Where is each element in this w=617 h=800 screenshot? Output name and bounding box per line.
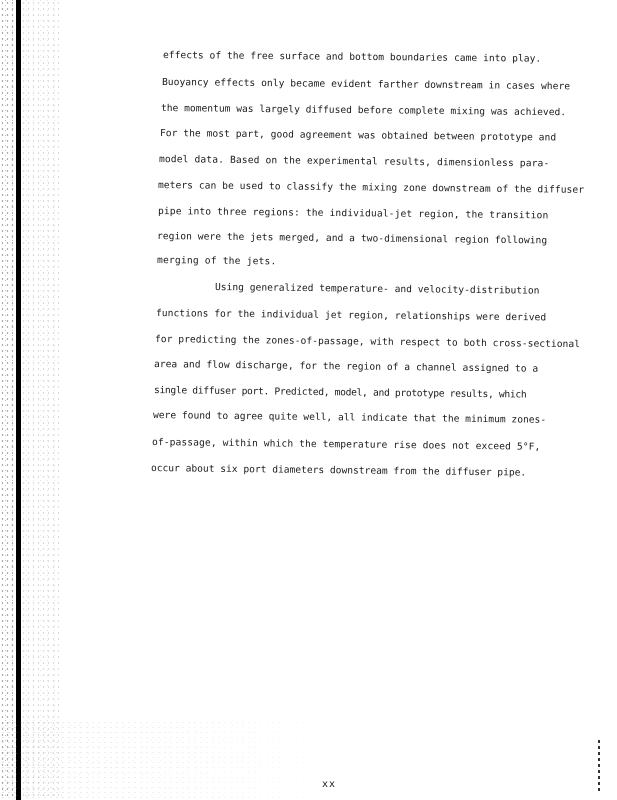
text-line: area and flow discharge, for the region of a channel assigned to a — [153, 359, 539, 375]
text-line: effects of the free surface and bottom boundaries came into play. — [162, 50, 542, 65]
text-line: Using generalized temperature- and velocity-distribution — [214, 282, 540, 297]
page-number: xx — [322, 779, 337, 790]
text-line: occur about six port diameters downstream from the diffuser pipe. — [150, 463, 527, 479]
scan-noise-left — [0, 0, 16, 800]
text-line: merging of the jets. — [156, 255, 277, 268]
text-line: meters can be used to classify the mixing zone downstream of the diffuser — [157, 180, 585, 196]
text-line: for predicting the zones-of-passage, with respect to both cross-sectional — [154, 334, 581, 351]
text-line: region were the jets merged, and a two-dimensional region following — [156, 231, 548, 247]
scan-noise-bottom — [0, 720, 617, 800]
text-line: single diffuser port. Predicted, model, and prototype results, which — [153, 385, 527, 401]
text-line: For the most part, good agreement was obtained between prototype and — [159, 128, 557, 144]
scan-noise-margin — [21, 0, 59, 800]
text-line: pipe into three regions: the individual-jet region, the transition — [157, 206, 549, 222]
text-line: the momentum was largely diffused before complete mixing was achieved. — [160, 103, 567, 119]
text-line: were found to agree quite well, all indicate that the minimum zones- — [152, 410, 547, 426]
text-line: functions for the individual jet region, relationships were derived — [155, 308, 547, 324]
text-line: Buoyancy effects only became evident farther downstream in cases where — [161, 77, 571, 93]
text-line: of-passage, within which the temperature rise does not exceed 5°F, — [151, 437, 541, 453]
text-line: model data. Based on the experimental results, dimensionless para- — [158, 154, 550, 170]
scan-edge-mark — [598, 740, 600, 792]
